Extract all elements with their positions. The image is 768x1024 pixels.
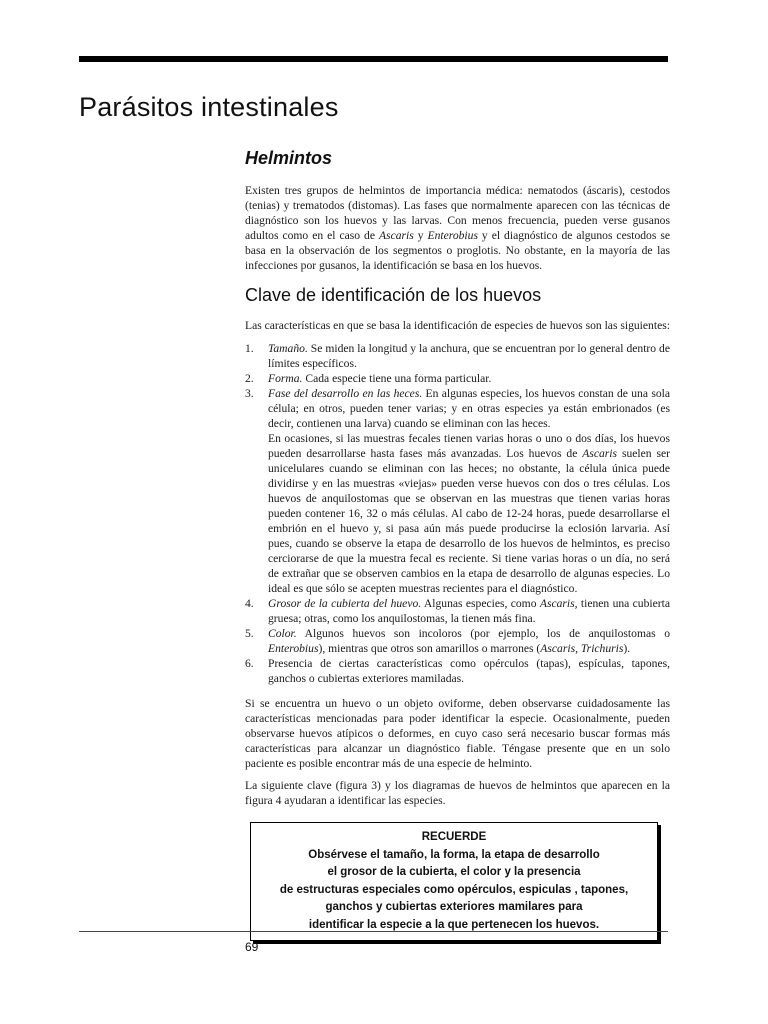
criteria-item-features <box>245 656 670 686</box>
continuation-text-1: En ocasiones, si las muestras fecales tienen varias horas o uno o dos días, los huevos pueden desarrollarse hasta fases más avanzadas. Los huevos de <box>268 432 670 460</box>
intro-and: y <box>413 229 428 242</box>
intro-paragraph <box>245 183 670 273</box>
criteria-term: Tamaño. <box>268 342 308 355</box>
ascaris-term: Ascaris <box>582 447 618 460</box>
chapter-title: Parásitos intestinales <box>79 92 339 122</box>
enterobius-term: Enterobius <box>427 229 478 242</box>
reminder-title: RECUERDE <box>421 831 487 843</box>
criteria-item-size <box>245 341 670 371</box>
subsection-title: Clave de identificación de los huevos <box>245 285 542 305</box>
reminder-line: identificar la especie a la que pertenecen los huevos. <box>308 918 600 931</box>
list-number: 4. <box>245 597 254 610</box>
criteria-term: Fase del desarrollo en las heces. <box>268 387 423 400</box>
criteria-text: Cada especie tiene una forma particular. <box>302 372 492 385</box>
criteria-term: Grosor de la cubierta del huevo. <box>268 597 422 610</box>
criteria-text: Se miden la longitud y la anchura, que se encuentran por lo general dentro de límites específicos. <box>268 342 670 370</box>
reminder-line: Obsérvese el tamaño, la forma, la etapa de desarrollo <box>308 848 600 861</box>
criteria-text-1: Algunos huevos son incoloros (por ejemplo, los de anquilostomas o <box>296 627 670 640</box>
list-number: 1. <box>245 342 254 355</box>
page-number: 69 <box>245 940 259 954</box>
list-number: 6. <box>245 657 254 670</box>
criteria-item-shell-thickness <box>245 596 670 626</box>
atypical-eggs-paragraph: Si se encuentra un huevo o un objeto oviforme, deben observarse cuidadosamente las características mencionadas para poder identificar la especie. Ocasionalmente, pueden observarse huevos atípicos o deformes, en cuyo caso será necesario buscar formas más características para alcanzar un diagnóstico fiable. Téngase presente que en un solo paciente es posible encontrar más de una especie de helminto. <box>245 697 670 770</box>
bottom-rule <box>79 931 668 932</box>
list-number: 2. <box>245 372 254 385</box>
criteria-list <box>245 341 670 686</box>
list-number: 3. <box>245 387 254 400</box>
criteria-item-development-stage <box>245 386 670 596</box>
intro-text-2: y el diagnóstico de algunos cestodos se basa en la observación de los segmentos o proglotis. No obstante, en la mayoría de las infecciones por gusanos, la identificación se basa en los huevos. <box>245 229 670 272</box>
criteria-continuation <box>268 431 670 596</box>
criteria-text-3: ). <box>623 642 631 655</box>
enterobius-term: Enterobius <box>268 642 319 655</box>
reminder-line: ganchos y cubiertas exteriores mamilares para <box>325 901 583 913</box>
reminder-line: de estructuras especiales como opérculos, espiculas , tapones, <box>279 883 629 896</box>
section-title: Helmintos <box>245 148 333 168</box>
top-rule <box>79 56 668 62</box>
criteria-text-1: Algunas especies, como <box>421 597 540 610</box>
reminder-box <box>250 822 658 941</box>
ascaris-term: Ascaris <box>378 229 414 242</box>
intro-text-1: Existen tres grupos de helmintos de importancia médica: nematodos (áscaris), cestodos (tenias) y trematodos (distomas). Las fases que normalmente aparecen con las técnicas de diagnóstico son los huevos y las larvas. Con menos frecuencia, pueden verse gusanos adultos como en el caso de <box>245 184 670 242</box>
main-content <box>245 148 670 941</box>
continuation-text-2: suelen ser unicelulares cuando se eliminan con las heces; no obstante, la célula única puede dividirse y en las muestras «viejas» pueden verse huevos con dos o tres células. Los huevos de anquilostomas que se observan en las muestras que tienen varias horas pueden contener 16, 32 o más células. Al cabo de 12-24 horas, puede desarrollarse el embrión en el huevo y, si pasa aún más puede producirse la eclosión larvaria. Así pues, cuando se observe la etapa de desarrollo de los huevos de helmintos, es preciso cerciorarse de que la muestra fecal es reciente. Si tiene varias horas o un día, no será de extrañar que se observen cambios en la etapa de desarrollo de algunas especies. Lo ideal es que sólo se acepten muestras recientes para el diagnóstico. <box>268 447 670 595</box>
ascaris-term: Ascaris, <box>539 597 578 610</box>
criteria-text-2: tienen una cubierta gruesa; otras, como los anquilostomas, la tienen más fina. <box>268 597 670 625</box>
list-number: 5. <box>245 627 254 640</box>
key-reference-paragraph: La siguiente clave (figura 3) y los diagramas de huevos de helmintos que aparecen en la figura 4 ayudaran a identificar las especies. <box>245 779 670 807</box>
ascaris-trichuris-term: Ascaris, Trichuris <box>540 642 624 655</box>
reminder-line: el grosor de la cubierta, el color y la presencia <box>327 866 581 878</box>
criteria-text-2: ), mientras que otros son amarillos o marrones ( <box>318 642 541 655</box>
criteria-term: Forma. <box>268 372 303 385</box>
criteria-item-color <box>245 626 670 656</box>
lead-paragraph: Las características en que se basa la identificación de especies de huevos son las siguientes: <box>245 319 670 332</box>
criteria-term: Color. <box>268 627 297 640</box>
criteria-text: En algunas especies, los huevos constan de una sola célula; en otros, pueden tener varias; y en otras especies ya están embrionados (es decir, contienen una larva) cuando se eliminan con las heces. <box>268 387 670 430</box>
criteria-text: Presencia de ciertas características como opérculos (tapas), espículas, tapones, ganchos o cubiertas exteriores mamiladas. <box>268 657 670 685</box>
criteria-item-shape <box>245 371 670 386</box>
